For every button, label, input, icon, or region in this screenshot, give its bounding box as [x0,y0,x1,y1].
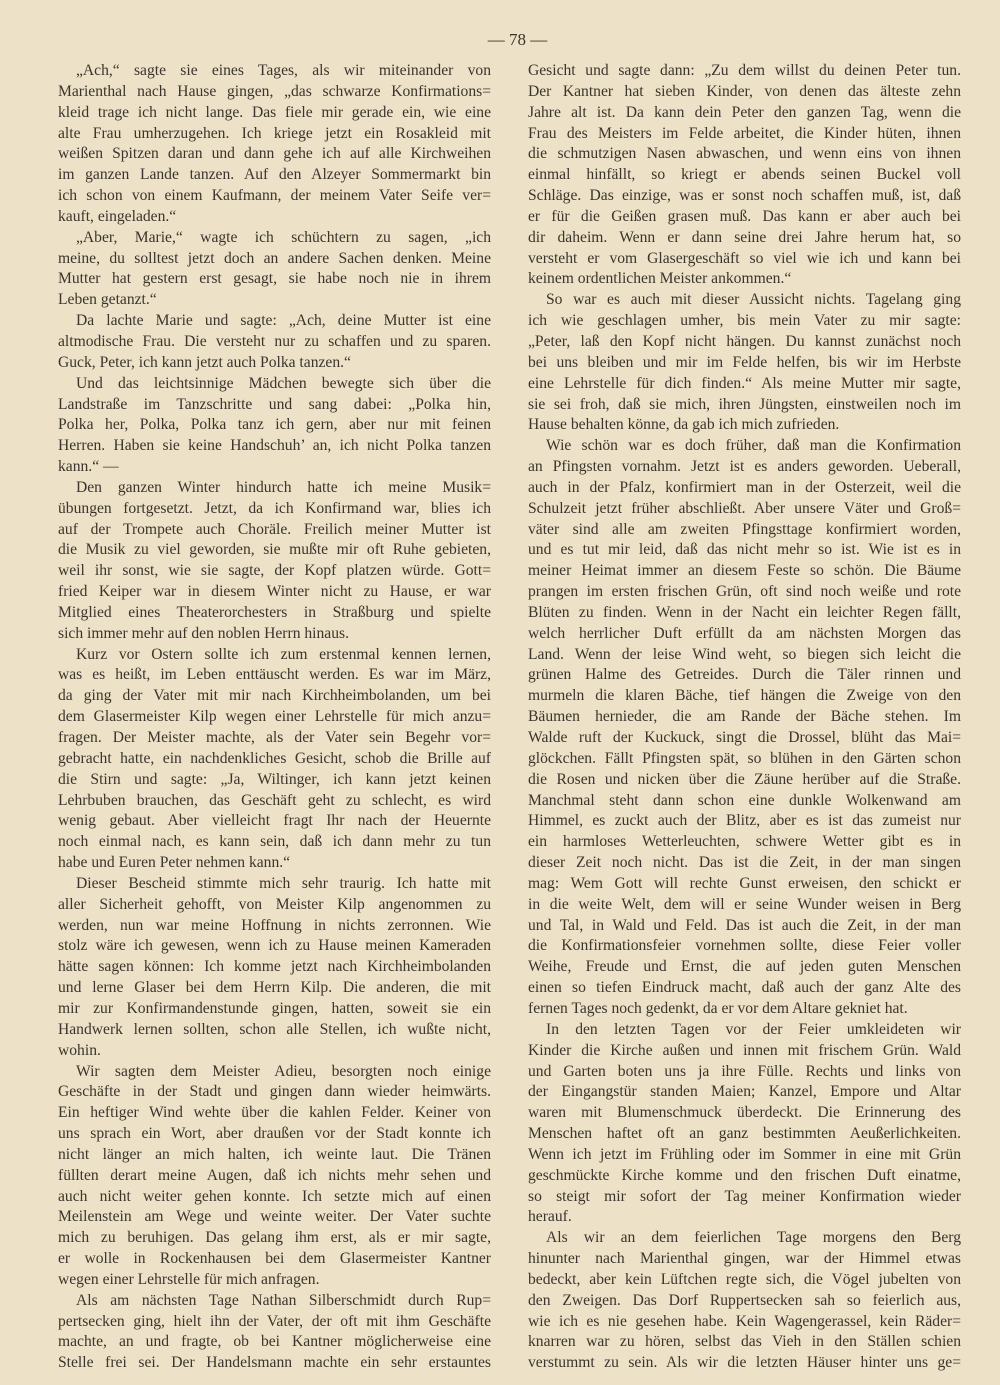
text-line: Landstraße im Tanzschritte und sang dabei: „Polka hin, [58,395,491,413]
text-line: Den ganzen Winter hindurch hatte ich meine Musik= [76,478,491,496]
text-line: machte, an und fragte, ob bei Kantner möglicherweise eine [58,1333,491,1351]
text-line: einmal hinfällt, so kriegt er abends seinen Buckel voll [528,166,961,184]
text-line: kauft, eingeladen.“ [58,207,177,225]
text-column-left [58,61,491,1374]
text-line: alte Frau umherzugehen. Ich kriege jetzt ein Rosakleid mit [58,124,491,142]
text-line: ich wie geschlagen umher, bis mein Vater zu mir sagte: [528,312,961,330]
text-line: Gesicht und sagte dann: „Zu dem willst du deinen Peter tun. [528,62,961,79]
text-line: werden, nun war meine Hoffnung in nichts zerronnen. Wie [58,916,491,934]
text-line: geschmückte Kirche komme und den frischen Duft einatme, [528,1166,961,1184]
text-line: die Stirn und sagte: „Ja, Wiltinger, ich kann jetzt keinen [58,770,491,788]
text-line: Als wir an dem feierlichen Tage morgens den Berg [546,1229,961,1247]
paragraph [528,1228,961,1374]
text-line: Wenn ich jetzt im Frühling oder im Sommer in eine mit Grün [528,1145,961,1163]
text-line: und es tut mir leid, daß das nicht mehr so ist. Wie ist es in [528,541,961,559]
text-line: und Garten boten uns ja ihre Fülle. Rechts und links von [528,1062,961,1080]
text-line: dem Glasermeister Kilp wegen einer Lehrstelle für mich anzu= [58,708,491,726]
text-line: sie sei froh, daß sie mich, ihren Jüngsten, einstweilen noch im [528,395,961,413]
text-line: und Tal, in Wald und Feld. Das ist auch die Zeit, in der man [528,916,961,934]
text-line: habe und Euren Peter nehmen kann.“ [58,854,291,872]
text-line: wohin. [58,1041,101,1059]
text-line: Stelle frei sei. Der Handelsmann machte ein sehr erstauntes [58,1354,491,1372]
text-line: Leben getanzt.“ [58,291,157,309]
text-line: da ging der Vater mit mir nach Kirchheimbolanden, um bei [58,687,491,705]
text-line: glöckchen. Fällt Pfingsten spät, so blühen in den Gärten schon [528,749,961,767]
text-line: noch einmal nach, es kann sein, daß ich dann mehr zu tun [58,833,491,851]
text-line: wenig gebaut. Aber vielleicht fragt Ihr nach der Heuernte [58,812,491,830]
text-line: nicht länger an mich halten, ich weinte laut. Die Tränen [58,1145,491,1163]
paragraph [58,228,491,311]
text-line: Schläge. Das einzige, was er sonst noch schaffen muß, ist, daß [528,187,961,205]
paragraph [58,61,491,228]
text-line: väter sind alle am zweiten Pfingsttage konfirmiert worden, [528,520,961,538]
text-line: Lehrbuben brauchen, das Geschäft geht zu schlecht, es wird [58,791,491,809]
text-line: „Ach,“ sagte sie eines Tages, als wir miteinander von [76,62,491,79]
text-line: herauf. [528,1208,572,1226]
text-line: ich schon von einem Kaufmann, der meinem Vater Seife ver= [58,187,491,205]
text-line: „Peter, laß den Kopf nicht hängen. Du kannst zunächst noch [528,332,961,350]
text-line: Meilenstein am Wege und weinte weiter. Der Vater suchte [58,1208,491,1226]
text-line: Wir sagten dem Meister Adieu, besorgten noch einige [76,1062,491,1080]
text-line: Herren. Haben sie keine Handschuh’ an, ich nicht Polka tanzen [58,437,491,455]
text-line: übungen fortgesetzt. Jetzt, da ich Konfirmand war, blies ich [58,499,491,517]
text-line: Ein heftiger Wind wehte über die kahlen Felder. Keiner von [58,1104,491,1122]
text-line: mag: Wem Gott will rechte Gunst erweisen, den schickt er [528,874,961,892]
text-line: Wie schön war es doch früher, daß man die Konfirmation [546,437,961,455]
text-line: Kinder die Kirche außen und innen mit frischem Grün. Wald [528,1041,961,1059]
paragraph [58,874,491,1062]
text-line: verstummt zu sein. Als wir die letzten Häuser hinter uns ge= [528,1354,961,1372]
text-line: Handwerk lernen sollten, schon alle Stellen, ich wußte nicht, [58,1020,491,1038]
text-line: die schmutzigen Nasen abwaschen, und wenn eins von ihnen [528,145,961,163]
text-line: Walde ruft der Kuckuck, singt die Drossel, blüht das Mai= [528,729,961,746]
paragraph [58,1062,491,1291]
text-line: Der Kantner hat sieben Kinder, von denen das älteste zehn [528,82,961,100]
text-line: gebracht hatte, ein nachdenkliches Gesicht, schob die Brille auf [58,749,491,767]
text-line: meine, du solltest jetzt doch an andere Sachen denken. Meine [58,249,491,267]
text-line: weil ihr sonst, wie sie sagte, der Kopf platzen würde. Gott= [58,562,491,580]
text-line: waren mit Blumenschmuck überdeckt. Die Erinnerung des [528,1104,961,1122]
text-line: altmodische Frau. Die versteht nur zu schaffen und zu sparen. [58,332,491,350]
text-line: mir zur Konfirmandenstunde gingen, hatten, soweit sie ein [58,999,491,1017]
text-line: auch nicht weiter gehen konnte. Ich setzte mich auf einen [58,1187,491,1205]
text-line: Schulzeit jetzt früher abschließt. Aber unsere Väter und Groß= [528,499,961,517]
text-line: hätte sagen können: Ich komme jetzt nach Kirchheimbolanden [58,958,491,976]
page-number: — 78 — [487,30,548,49]
text-line: kann.“ — [58,458,119,476]
text-line: Und das leichtsinnige Mädchen bewegte sich über die [76,374,491,392]
text-line: die Rosen und nicken über die Zäune herüber auf die Straße. [528,770,961,788]
text-line: Blüten zu finden. Wenn in der Nacht ein leichter Regen fällt, [528,603,961,621]
text-line: weißen Spitzen daran und dann gehe ich auf alle Kirchweihen [58,145,491,163]
text-line: fernen Tages noch gedenkt, da er vor dem Altare gekniet hat. [528,999,908,1017]
text-line: und lerne Glaser bei dem Herrn Kilp. Die anderen, die mit [58,979,491,997]
text-line: dir daheim. Wenn er dann seine drei Jahre herum hat, so [528,228,961,246]
text-column-right [528,61,961,1374]
paragraph [528,1020,961,1228]
text-line: Weihe, Freude und Ernst, die auf jeden guten Menschen [528,958,961,976]
text-line: Kurz vor Ostern sollte ich zum erstenmal kennen lernen, [76,645,491,663]
text-line: hinunter nach Marienthal gingen, war der Himmel etwas [528,1250,961,1268]
text-line: einen so tiefen Eindruck macht, daß auch der ganz Alte des [528,979,961,997]
text-line: der Eingangstür standen Maien; Kanzel, Empore und Altar [528,1083,961,1101]
text-line: die Konfirmationsfeier vornehmen sollte, diese Feier voller [528,937,961,955]
text-line: wegen einer Lehrstelle für mich anfragen. [58,1270,320,1288]
text-line: Da lachte Marie und sagte: „Ach, deine Mutter ist eine [76,312,491,330]
text-line: murmeln die klaren Bäche, tief hängen die Zweige von den [528,687,961,705]
text-line: knarren war zu hören, selbst das Vieh in den Ställen schien [528,1333,961,1351]
text-line: Mitglied eines Theaterorchesters in Straßburg und spielte [58,603,491,621]
text-line: Polka her, Polka, Polka tanz ich gern, aber nur mit feinen [58,416,491,434]
text-line: Bäumen hernieder, die am Rande der Bäche stehen. Im [528,708,961,726]
text-line: bei uns bleiben und mir im Felde helfen, bis wir im Herbste [528,353,961,371]
text-line: eine Lehrstelle für dich finden.“ Als meine Mutter mir sagte, [528,374,961,392]
text-line: füllten derart meine Augen, daß ich nichts mehr sehen und [58,1166,491,1184]
paragraph [528,436,961,1020]
text-line: so steigt mir sofort der Tag meiner Konfirmation wieder [528,1187,961,1205]
text-line: wie ich es nie gesehen habe. Kein Wagengerassel, kein Räder= [528,1312,961,1330]
text-line: Jahre alt ist. Da kann dein Peter den ganzen Tag, wenn die [528,103,961,121]
text-line: Geschäfte in der Stadt und gingen dann wieder heimwärts. [58,1083,491,1101]
text-line: den Zweigen. Das Dorf Ruppertsecken sah so feierlich aus, [528,1291,961,1309]
paragraph [58,374,491,478]
text-line: welch herrlicher Duft erfüllt da am nächsten Morgen das [528,624,961,642]
text-line: er wolle in Rockenhausen bei dem Glasermeister Kantner [58,1250,491,1268]
text-line: „Aber, Marie,“ wagte ich schüchtern zu sagen, „ich [76,228,491,246]
text-line: auf der Trompete auch Choräle. Freilich meiner Mutter ist [58,520,491,538]
text-line: aller Sicherheit gehofft, von Meister Kilp angenommen zu [58,895,491,913]
text-line: prangen im ersten frischen Grün, oft sind noch weiße und rote [528,583,961,601]
text-line: Dieser Bescheid stimmte mich sehr traurig. Ich hatte mit [76,874,491,892]
paragraph [58,1291,491,1374]
text-line: im ganzen Lande tanzen. Auf den Alzeyer Sommermarkt bin [58,166,491,184]
text-line: sich immer mehr auf den noblen Herrn hinaus. [58,624,349,642]
text-line: er für die Geißen grasen muß. Das kann er aber auch bei [528,207,961,225]
paragraph [58,311,491,374]
text-line: versteht er vom Glasergeschäft so viel wie ich und kann bei [528,249,961,267]
text-line: pertsecken ging, hielt ihn der Vater, der oft mit ihm Geschäfte [58,1312,491,1330]
paragraph [58,645,491,874]
text-line: uns sprach ein Wort, aber draußen vor der Stadt konnte ich [58,1125,491,1143]
text-line: Land. Wenn der leise Wind weht, so biegen sich leicht die [528,645,961,663]
text-line: bedeckt, aber kein Lüftchen regte sich, die Vögel jubelten von [528,1270,961,1288]
text-line: fried Keiper war in diesem Winter nicht zu Hause, er war [58,583,491,601]
text-line: Mutter hat gestern erst gesagt, sie habe noch nie in ihrem [58,270,491,288]
text-line: Marienthal nach Hause gingen, „das schwarze Konfirmations= [58,82,491,100]
text-line: fragen. Der Meister machte, als der Vater sein Begehr vor= [58,729,491,746]
text-line: keinem ordentlichen Meister ankommen.“ [528,270,792,288]
text-line: So war es auch mit dieser Aussicht nichts. Tagelang ging [546,291,961,309]
text-line: an Pfingsten vornahm. Jetzt ist es anders geworden. Ueberall, [528,458,961,476]
text-line: in die weite Welt, dem will er seine Wunder weisen in Berg [528,895,961,913]
text-line: ein harmloses Wetterleuchten, schwere Wetter gibt es in [528,833,961,851]
text-line: In den letzten Tagen vor der Feier umkleideten wir [546,1020,961,1038]
text-line: Menschen haftet oft an ganz bestimmten Aeußerlichkeiten. [528,1125,961,1143]
text-line: was es heißt, im Leben enttäuscht werden. Es war im März, [58,666,491,684]
text-line: die Musik zu viel geworden, sie mußte mir oft Ruhe gebieten, [58,541,491,559]
text-line: Manchmal steht dann schon eine dunkle Wolkenwand am [528,791,961,809]
text-line: meiner Heimat immer an diesem Feste so schön. Die Bäume [528,562,961,580]
text-line: kleid trage ich nicht lange. Das fiele mir gerade ein, wie eine [58,103,491,121]
text-line: Guck, Peter, ich kann jetzt auch Polka tanzen.“ [58,353,351,371]
paragraph [58,478,491,645]
text-line: Frau des Meisters im Felde arbeitet, die Kinder hüten, ihnen [528,124,961,142]
text-line: Als am nächsten Tage Nathan Silberschmidt durch Rup= [76,1291,491,1309]
text-line: dieser Zeit noch nicht. Das ist die Zeit, in der man singen [528,854,961,872]
text-line: auch in der Pfalz, konfirmiert man in der Osterzeit, weil die [528,478,961,496]
paragraph [528,61,961,290]
text-line: stolz wäre ich gewesen, wenn ich zu Hause meinen Kameraden [58,937,491,955]
text-line: Himmel, es zuckt auch der Blitz, aber es ist das zumeist nur [528,812,961,830]
text-line: Hause behalten könne, da gab ich mich zufrieden. [528,416,840,434]
paragraph [528,290,961,436]
text-line: grünen Halme des Getreides. Durch die Täler rinnen und [528,666,961,684]
text-line: mich zu beruhigen. Das gelang ihm erst, als er mir sagte, [58,1229,491,1247]
